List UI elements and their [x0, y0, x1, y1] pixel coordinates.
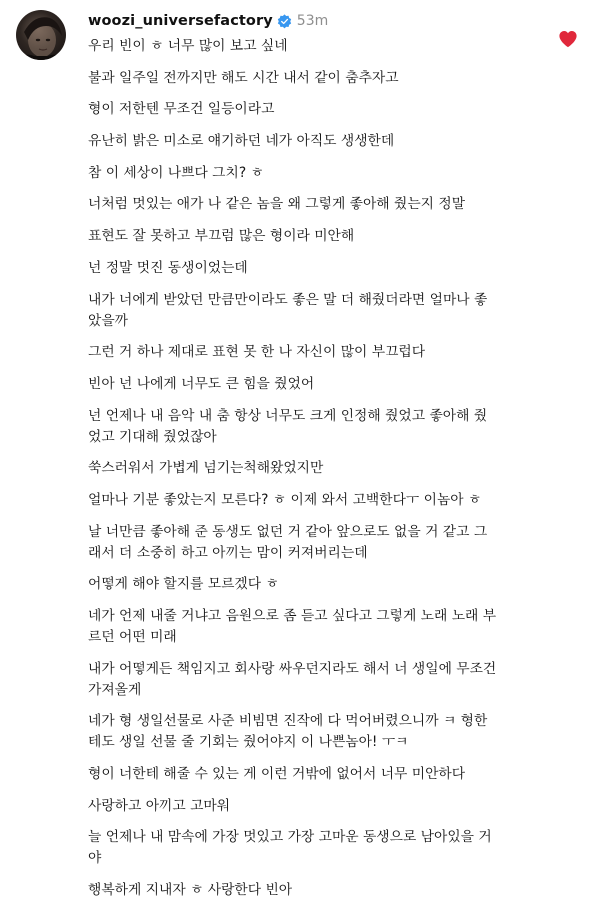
- comment-line: 사랑하고 아끼고 고마워: [88, 797, 231, 814]
- comment-line: 어떻게 해야 할지를 모르겠다 ㅎ: [88, 576, 279, 593]
- verified-badge-icon: [277, 14, 292, 29]
- comment-line: 형이 너한테 해줄 수 있는 게 이런 거밖에 없어서 너무 미안하다: [88, 766, 466, 783]
- comment-line: 표현도 잘 못하고 부끄럼 많은 형이라 미안해: [88, 228, 355, 245]
- avatar[interactable]: [16, 10, 66, 60]
- comment-line: 너처럼 멋있는 애가 나 같은 놈을 왜 그렇게 좋아해 줬는지 정말: [88, 196, 466, 213]
- comment-line: 날 너만큼 좋아해 준 동생도 없던 거 같아 앞으로도 없을 거 같고 그 래서 더 소중히 하고 아끼는 맘이 커져버리는데: [88, 523, 488, 561]
- comment-line: 형이 저한텐 무조건 일등이라고: [88, 101, 275, 118]
- comment-line: 네가 언제 내줄 거냐고 음원으로 좀 듣고 싶다고 그렇게 노래 노래 부 르던 어떤 미래: [88, 608, 497, 645]
- comment-line: 내가 너에게 받았던 만큼만이라도 좋은 말 더 해줬더라면 얼마나 좋 았을까: [88, 291, 488, 329]
- comment-line: 넌 정말 멋진 동생이었는데: [88, 259, 248, 276]
- comment-line: 쑥스러워서 가볍게 넘기는척해왔었지만: [88, 460, 324, 477]
- comment-line: 우리 빈이 ㅎ 너무 많이 보고 싶네: [88, 38, 288, 54]
- comment-header: [88, 10, 328, 32]
- comment-line: 네가 형 생일선물로 사준 비빔면 진작에 다 먹어버렸으니까 ㅋ 형한 테도 생일 선물 줄 기회는 줬어야지 이 나쁜놈아! ㅜㅋ: [88, 713, 488, 751]
- comment-timestamp: 53m: [296, 13, 329, 29]
- comment-line: 내가 어떻게든 책임지고 회사랑 싸우던지라도 해서 너 생일에 무조건 가져올게: [88, 660, 497, 698]
- comment-line: 넌 언제나 내 음악 내 춤 항상 너무도 크게 인정해 줬었고 좋아해 줬 었고 기대해 줬었잖아: [88, 407, 488, 445]
- comment-line: 얼마나 기분 좋았는지 모른다? ㅎ 이제 와서 고백한다ㅜ 이놈아 ㅎ: [88, 491, 482, 508]
- username-link[interactable]: woozi_universefactory: [88, 13, 273, 29]
- comment-line: 참 이 세상이 나쁘다 그치? ㅎ: [88, 164, 264, 181]
- comment: [10, 6, 609, 899]
- comment-text: [88, 36, 558, 912]
- comment-line: 유난히 밝은 미소로 얘기하던 네가 아직도 생생한데: [88, 133, 395, 150]
- comment-line: 그런 거 하나 제대로 표현 못 한 나 자신이 많이 부끄럽다: [88, 344, 426, 361]
- comment-line: 늘 언제나 내 맘속에 가장 멋있고 가장 고마운 동생으로 남아있을 거 야: [88, 829, 492, 867]
- comment-line: 빈아 넌 나에게 너무도 큰 힘을 줬었어: [88, 375, 315, 392]
- comment-line: 행복하게 지내자 ㅎ 사랑한다 빈아: [88, 882, 293, 899]
- comment-line: 불과 일주일 전까지만 해도 시간 내서 같이 춤추자고: [88, 69, 399, 86]
- like-heart-icon[interactable]: [558, 30, 578, 48]
- avatar-photo: [16, 10, 66, 60]
